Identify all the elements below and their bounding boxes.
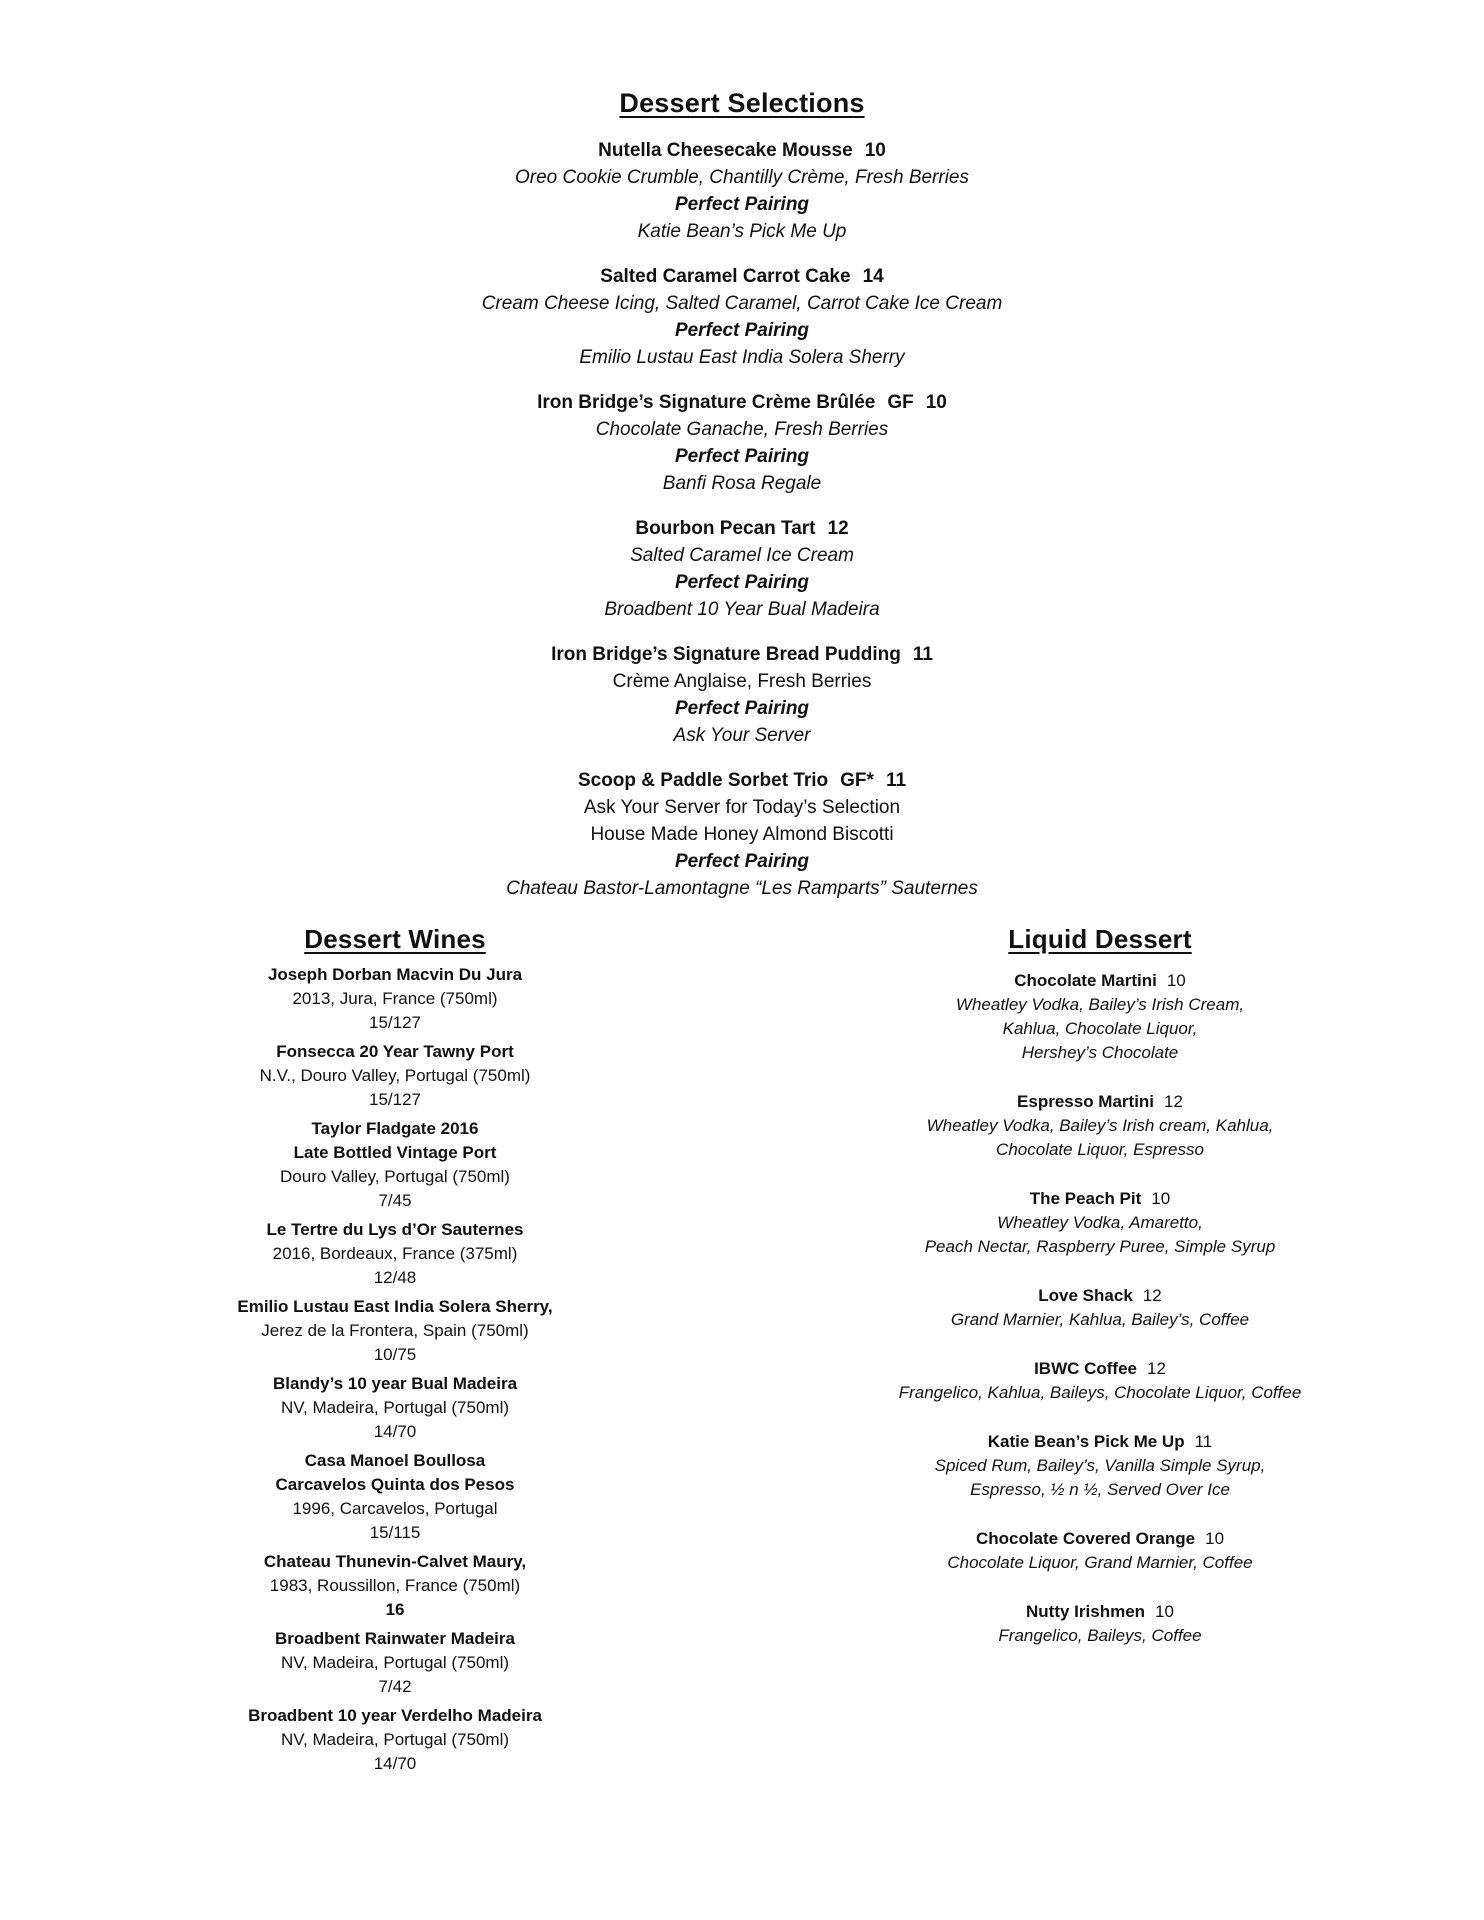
drink-name-line — [860, 1187, 1340, 1211]
dessert-description: Oreo Cookie Crumble, Chantilly Crème, Fresh Berries — [514, 167, 970, 188]
wine-name: Joseph Dorban Macvin Du Jura — [267, 965, 523, 984]
wine-detail: 10/75 — [373, 1345, 417, 1364]
dessert-name-line — [0, 389, 1484, 416]
drink-description: Chocolate Liquor, Espresso — [996, 1140, 1204, 1159]
pairing-label: Perfect Pairing — [674, 851, 810, 872]
pairing-label: Perfect Pairing — [674, 194, 810, 215]
drink-name-line — [860, 1357, 1340, 1381]
dessert-selections-title: Dessert Selections — [619, 88, 865, 118]
dessert-name: Nutella Cheesecake Mousse — [598, 140, 853, 161]
drink-name: Chocolate Covered Orange — [975, 1529, 1196, 1548]
dessert-item — [0, 389, 1484, 497]
drink-name-line — [860, 1600, 1340, 1624]
drink-description: Spiced Rum, Bailey’s, Vanilla Simple Syrup, — [934, 1456, 1266, 1475]
drink-price: 10 — [1151, 1189, 1171, 1208]
wine-item — [220, 1040, 570, 1112]
drink-item — [860, 1284, 1340, 1332]
wine-detail: NV, Madeira, Portugal (750ml) — [280, 1730, 510, 1749]
pairing-value: Banfi Rosa Regale — [662, 473, 822, 494]
pairing-value: Emilio Lustau East India Solera Sherry — [579, 347, 905, 368]
dessert-name: Iron Bridge’s Signature Crème Brûlée — [537, 392, 876, 413]
wine-name: Late Bottled Vintage Port — [293, 1143, 497, 1162]
drink-name: IBWC Coffee — [1034, 1359, 1138, 1378]
drink-name: Love Shack — [1038, 1286, 1133, 1305]
drink-price: 12 — [1147, 1359, 1166, 1378]
dessert-name-line — [0, 767, 1484, 794]
wine-detail: Jerez de la Frontera, Spain (750ml) — [261, 1321, 529, 1340]
drink-price: 10 — [1166, 971, 1186, 990]
dessert-item — [0, 641, 1484, 749]
wine-detail: NV, Madeira, Portugal (750ml) — [280, 1653, 510, 1672]
dessert-name-line — [0, 263, 1484, 290]
drink-item — [860, 1527, 1340, 1575]
drink-description: Wheatley Vodka, Bailey’s Irish Cream, — [955, 995, 1245, 1014]
dessert-price: 10 — [864, 140, 886, 161]
drink-item — [860, 1430, 1340, 1502]
pairing-value: Ask Your Server — [673, 725, 811, 746]
drink-description: Wheatley Vodka, Amaretto, — [997, 1213, 1203, 1232]
drink-name: Espresso Martini — [1017, 1092, 1155, 1111]
drink-name-line — [860, 1090, 1340, 1114]
dessert-name: Bourbon Pecan Tart — [635, 518, 816, 539]
drink-description: Frangelico, Baileys, Coffee — [998, 1626, 1202, 1645]
drink-list — [860, 969, 1340, 1648]
drink-item — [860, 1187, 1340, 1259]
wine-name: Chateau Thunevin-Calvet Maury, — [263, 1552, 527, 1571]
drink-name-line — [860, 1284, 1340, 1308]
wine-detail: 1983, Roussillon, France (750ml) — [269, 1576, 521, 1595]
wine-name: 16 — [385, 1600, 405, 1619]
liquid-dessert-title: Liquid Dessert — [1008, 924, 1192, 954]
dessert-price: 11 — [885, 770, 907, 791]
wine-name: Broadbent 10 year Verdelho Madeira — [248, 1706, 542, 1725]
wine-detail: 14/70 — [373, 1754, 417, 1773]
drink-name: Chocolate Martini — [1014, 971, 1157, 990]
drink-item — [860, 1600, 1340, 1648]
dessert-list — [0, 137, 1484, 902]
wine-item — [220, 1117, 570, 1213]
dessert-wines-title: Dessert Wines — [304, 924, 486, 954]
dietary-tag: GF* — [840, 770, 874, 791]
wine-item — [220, 1295, 570, 1367]
wine-detail: 15/127 — [369, 1090, 421, 1109]
pairing-value: Broadbent 10 Year Bual Madeira — [604, 599, 880, 620]
dessert-item — [0, 767, 1484, 902]
pairing-label: Perfect Pairing — [674, 320, 810, 341]
drink-description: Frangelico, Kahlua, Baileys, Chocolate Liquor, Coffee — [898, 1383, 1302, 1402]
wine-name: Blandy’s 10 year Bual Madeira — [272, 1374, 518, 1393]
wine-name: Carcavelos Quinta dos Pesos — [275, 1475, 515, 1494]
dessert-description: House Made Honey Almond Biscotti — [590, 824, 894, 845]
dessert-description: Crème Anglaise, Fresh Berries — [612, 671, 872, 692]
wine-item — [220, 1218, 570, 1290]
wine-name: Taylor Fladgate 2016 — [311, 1119, 479, 1138]
drink-item — [860, 1090, 1340, 1162]
wine-detail: 2013, Jura, France (750ml) — [292, 989, 498, 1008]
drink-price: 12 — [1142, 1286, 1162, 1305]
wine-detail: 15/127 — [369, 1013, 421, 1032]
drink-description: Wheatley Vodka, Bailey’s Irish cream, Kahlua, — [926, 1116, 1274, 1135]
dietary-tag: GF — [887, 392, 914, 413]
wine-item — [220, 963, 570, 1035]
dessert-item — [0, 263, 1484, 371]
drink-description: Espresso, ½ n ½, Served Over Ice — [970, 1480, 1230, 1499]
wine-detail: N.V., Douro Valley, Portugal (750ml) — [259, 1066, 531, 1085]
liquid-dessert-section — [860, 924, 1340, 1673]
wine-list — [220, 963, 570, 1776]
dessert-price: 14 — [862, 266, 884, 287]
drink-description: Peach Nectar, Raspberry Puree, Simple Syrup — [924, 1237, 1276, 1256]
wine-name: Le Tertre du Lys d’Or Sauternes — [266, 1220, 524, 1239]
wine-detail: 15/115 — [369, 1523, 421, 1542]
pairing-label: Perfect Pairing — [674, 446, 810, 467]
dessert-wines-section — [220, 924, 570, 1781]
drink-description: Kahlua, Chocolate Liquor, — [1002, 1019, 1198, 1038]
drink-price: 10 — [1155, 1602, 1174, 1621]
dessert-name: Salted Caramel Carrot Cake — [600, 266, 851, 287]
wine-detail: 7/42 — [378, 1677, 412, 1696]
drink-price: 12 — [1164, 1092, 1183, 1111]
dessert-name-line — [0, 515, 1484, 542]
drink-item — [860, 969, 1340, 1065]
drink-name-line — [860, 969, 1340, 993]
wine-name: Fonsecca 20 Year Tawny Port — [276, 1042, 514, 1061]
wine-item — [220, 1449, 570, 1545]
wine-item — [220, 1627, 570, 1699]
wine-detail: 7/45 — [378, 1191, 412, 1210]
drink-price: 10 — [1205, 1529, 1225, 1548]
dessert-selections-section — [0, 88, 1484, 920]
dessert-item — [0, 137, 1484, 245]
dessert-description: Salted Caramel Ice Cream — [630, 545, 854, 566]
wine-item — [220, 1372, 570, 1444]
wine-name: Broadbent Rainwater Madeira — [275, 1629, 515, 1648]
dessert-name: Scoop & Paddle Sorbet Trio — [577, 770, 829, 791]
dessert-name-line — [0, 641, 1484, 668]
drink-name: The Peach Pit — [1029, 1189, 1142, 1208]
wine-detail: Douro Valley, Portugal (750ml) — [280, 1167, 510, 1186]
dessert-description: Chocolate Ganache, Fresh Berries — [595, 419, 889, 440]
dessert-price: 11 — [912, 644, 933, 665]
drink-description: Grand Marnier, Kahlua, Bailey’s, Coffee — [950, 1310, 1250, 1329]
wine-detail: 12/48 — [373, 1268, 417, 1287]
wine-detail: 14/70 — [373, 1422, 417, 1441]
dessert-price: 12 — [827, 518, 849, 539]
drink-description: Chocolate Liquor, Grand Marnier, Coffee — [947, 1553, 1253, 1572]
drink-name-line — [860, 1430, 1340, 1454]
drink-name-line — [860, 1527, 1340, 1551]
wine-name: Emilio Lustau East India Solera Sherry, — [237, 1297, 553, 1316]
dessert-name: Iron Bridge’s Signature Bread Pudding — [551, 644, 901, 665]
drink-description: Hershey’s Chocolate — [1021, 1043, 1179, 1062]
wine-detail: 2016, Bordeaux, France (375ml) — [272, 1244, 518, 1263]
pairing-label: Perfect Pairing — [674, 572, 810, 593]
drink-price: 11 — [1194, 1432, 1213, 1451]
dessert-name-line — [0, 137, 1484, 164]
wine-item — [220, 1550, 570, 1622]
wine-detail: NV, Madeira, Portugal (750ml) — [280, 1398, 510, 1417]
pairing-label: Perfect Pairing — [674, 698, 810, 719]
dessert-description: Cream Cheese Icing, Salted Caramel, Carrot Cake Ice Cream — [481, 293, 1003, 314]
dessert-item — [0, 515, 1484, 623]
dessert-description: Ask Your Server for Today’s Selection — [583, 797, 901, 818]
wine-detail: 1996, Carcavelos, Portugal — [292, 1499, 498, 1518]
drink-name: Katie Bean’s Pick Me Up — [987, 1432, 1185, 1451]
pairing-value: Katie Bean’s Pick Me Up — [637, 221, 847, 242]
pairing-value: Chateau Bastor-Lamontagne “Les Ramparts” Sauternes — [506, 878, 978, 899]
wine-name: Casa Manoel Boullosa — [304, 1451, 486, 1470]
drink-name: Nutty Irishmen — [1026, 1602, 1146, 1621]
drink-item — [860, 1357, 1340, 1405]
dessert-price: 10 — [925, 392, 947, 413]
wine-item — [220, 1704, 570, 1776]
